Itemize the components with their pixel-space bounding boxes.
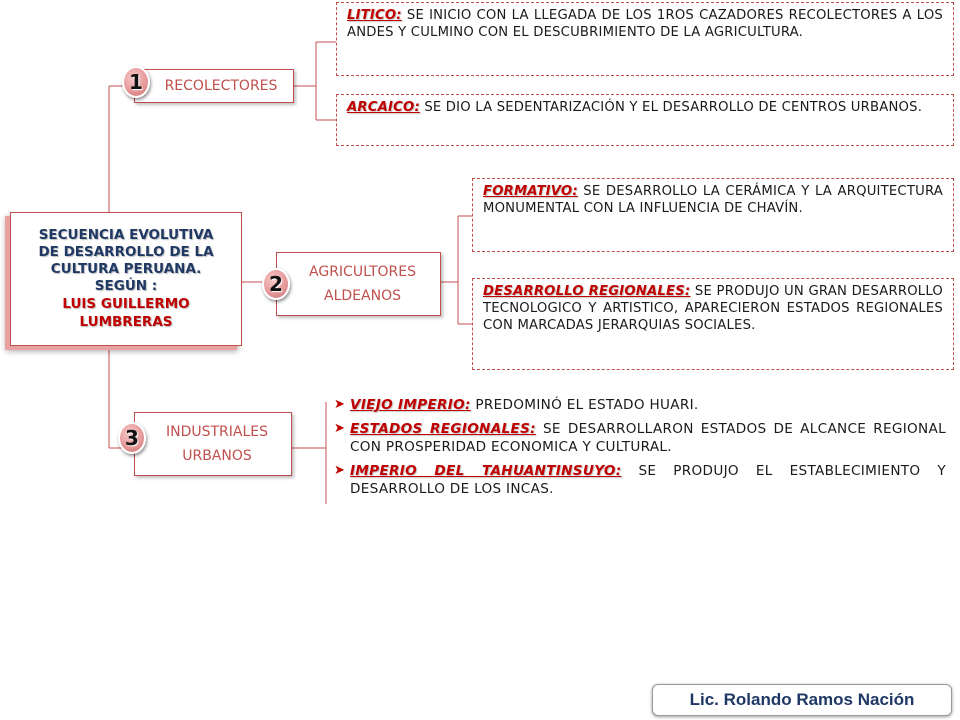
stage-2-number: 2 [269, 272, 283, 296]
stage-1-node [134, 69, 294, 103]
period-formativo-name: FORMATIVO: [483, 184, 578, 199]
period-viejo-imperio-name: VIEJO IMPERIO: [350, 397, 471, 413]
period-desarrollo-regionales-text: SE PRODUJO UN GRAN DESARROLLO TECNOLOGICO Y ARTISTICO, APARECIERON ESTADOS REGIONALES CON MARCADAS JERARQUIAS SOCIALES. [483, 284, 943, 333]
root-author-line: LUMBRERAS [79, 314, 173, 330]
stage-2-node [276, 252, 441, 316]
stage-2-badge [262, 268, 290, 300]
author-signature [652, 684, 952, 716]
stage-3-number: 3 [125, 426, 139, 450]
arrow-bullet-icon: ➤ [334, 463, 346, 478]
stage-3-title-line: INDUSTRIALES [165, 424, 269, 440]
period-estados-regionales-text: SE DESARROLLARON ESTADOS DE ALCANCE REGIONAL CON PROSPERIDAD ECONOMICA Y CULTURAL. [350, 421, 946, 455]
period-litico-text: SE INICIO CON LA LLEGADA DE LOS 1ROS CAZADORES RECOLECTORES A LOS ANDES Y CULMINO CON EL DESCUBRIMIENTO DE LA AGRICULTURA. [347, 8, 943, 40]
stage-2-title-line: ALDEANOS [324, 288, 401, 304]
root-title-line: SEGÚN : [94, 278, 158, 294]
period-arcaico-box [336, 94, 954, 146]
period-arcaico-name: ARCAICO: [347, 100, 420, 115]
period-tahuantinsuyo-name: IMPERIO DEL TAHUANTINSUYO: [350, 463, 622, 479]
root-title-line: CULTURA PERUANA. [50, 261, 202, 277]
stage-2-title-line: AGRICULTORES [309, 264, 416, 280]
period-formativo-text: SE DESARROLLO LA CERÁMICA Y LA ARQUITECTURA MONUMENTAL CON LA INFLUENCIA DE CHAVÍN. [483, 184, 943, 216]
author-name: Lic. Rolando Ramos Nación [689, 690, 915, 709]
stage-3-node [134, 412, 292, 476]
root-author-line: LUIS GUILLERMO [62, 296, 190, 312]
period-litico-box [336, 2, 954, 76]
stage-1-title: RECOLECTORES [164, 78, 278, 94]
period-desarrollo-regionales-name: DESARROLLO REGIONALES: [483, 284, 691, 299]
root-title-line: DE DESARROLLO DE LA [38, 244, 214, 260]
root-title-line: SECUENCIA EVOLUTIVA [38, 227, 214, 243]
list-item [334, 420, 946, 456]
period-tahuantinsuyo-text: SE PRODUJO EL ESTABLECIMIENTO Y DESARROLLO DE LOS INCAS. [350, 463, 946, 497]
stage-3-badge [118, 422, 146, 454]
arrow-bullet-icon: ➤ [334, 397, 346, 412]
period-formativo-box [472, 178, 954, 252]
period-viejo-imperio-text: PREDOMINÓ EL ESTADO HUARI. [470, 397, 699, 413]
stage-3-period-list [334, 396, 946, 504]
period-desarrollo-regionales-box [472, 278, 954, 370]
arrow-bullet-icon: ➤ [334, 421, 346, 436]
stage-3-title-line: URBANOS [182, 448, 252, 464]
period-litico-name: LITICO: [347, 8, 402, 23]
stage-1-number: 1 [129, 70, 143, 94]
list-item [334, 462, 946, 498]
root-node [10, 212, 242, 346]
list-item [334, 396, 946, 414]
period-arcaico-text: SE DIO LA SEDENTARIZACIÓN Y EL DESARROLLO DE CENTROS URBANOS. [419, 100, 923, 115]
period-estados-regionales-name: ESTADOS REGIONALES: [350, 421, 536, 437]
stage-1-badge [122, 66, 150, 98]
